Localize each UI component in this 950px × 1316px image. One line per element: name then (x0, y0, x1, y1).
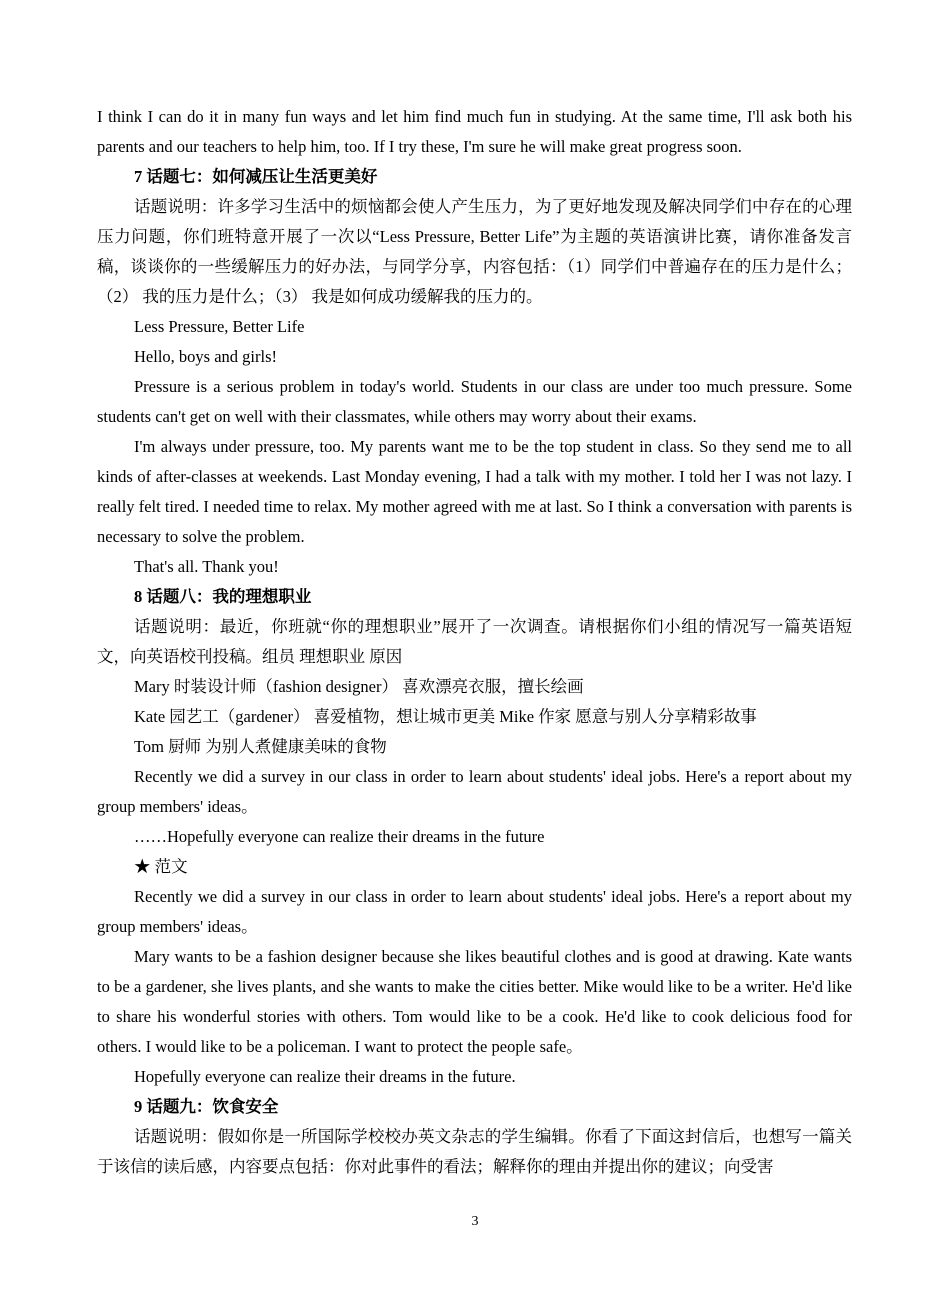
document-page (97, 102, 852, 1182)
topic-9-heading: 9 话题九：饮食安全 (134, 1097, 279, 1116)
page-number: 3 (471, 1214, 479, 1229)
topic-7-description: 话题说明：许多学习生活中的烦恼都会使人产生压力，为了更好地发现及解决同学们中存在的心理压力问题，你们班特意开展了一次以“Less Pressure, Better Life”为主题的英语演讲比赛，请你准备发言稿，谈谈你的一些缓解压力的好办法，与同学分享，内容包括：（1）同学们中普遍存在的压力是什么；（2） 我的压力是什么；（3） 我是如何成功缓解我的压力的。 (97, 197, 852, 306)
essay-ending-hint: ……Hopefully everyone can realize their dreams in the future (134, 827, 545, 846)
member-kate-mike: Kate 园艺工（gardener） 喜爱植物，想让城市更美 Mike 作家 愿意与别人分享精彩故事 (134, 707, 757, 726)
speech-title: Less Pressure, Better Life (134, 317, 305, 336)
topic-9-description: 话题说明：假如你是一所国际学校校办英文杂志的学生编辑。你看了下面这封信后，也想写一篇关于该信的读后感，内容要点包括：你对此事件的看法；解释你的理由并提出你的建议；向受害 (97, 1127, 852, 1176)
member-mary: Mary 时装设计师（fashion designer） 喜欢漂亮衣服，擅长绘画 (134, 677, 584, 696)
topic-8-heading: 8 话题八：我的理想职业 (134, 587, 312, 606)
topic-7-heading: 7 话题七：如何减压让生活更美好 (134, 167, 378, 186)
model-essay-paragraph-1: Recently we did a survey in our class in order to learn about students' ideal jobs. Here's a report about my group members' ideas。 (97, 887, 852, 936)
speech-paragraph-1: Pressure is a serious problem in today's world. Students in our class are under too much pressure. Some students can't get on well with their classmates, while others may worry about their exams. (97, 377, 852, 426)
speech-paragraph-2: I'm always under pressure, too. My parents want me to be the top student in class. So they send me to all kinds of after-classes at weekends. Last Monday evening, I had a talk with my mother. I told her I was not lazy. I really felt tired. I needed time to relax. My mother agreed with me at last. So I think a conversation with parents is necessary to solve the problem. (97, 437, 852, 546)
model-essay-paragraph-2: Mary wants to be a fashion designer because she likes beautiful clothes and is good at drawing. Kate wants to be a gardener, she lives plants, and she wants to make the cities better. Mike would like to be a writer. He'd like to share his wonderful stories with others. Tom would like to be a cook. He'd like to cook delicious food for others. I would like to be a policeman. I want to protect the people safe。 (97, 947, 852, 1056)
speech-closing: That's all. Thank you! (134, 557, 279, 576)
model-essay-label: ★ 范文 (134, 857, 188, 876)
essay-opening: Recently we did a survey in our class in order to learn about students' ideal jobs. Here's a report about my group members' ideas。 (97, 767, 852, 816)
speech-greeting: Hello, boys and girls! (134, 347, 277, 366)
model-essay-paragraph-3: Hopefully everyone can realize their dreams in the future. (134, 1067, 516, 1086)
member-tom: Tom 厨师 为别人煮健康美味的食物 (134, 737, 387, 756)
topic-8-description: 话题说明：最近，你班就“你的理想职业”展开了一次调查。请根据你们小组的情况写一篇英语短文，向英语校刊投稿。组员 理想职业 原因 (97, 617, 852, 666)
paragraph-continuation: I think I can do it in many fun ways and let him find much fun in studying. At the same time, I'll ask both his parents and our teachers to help him, too. If I try these, I'm sure he will make great progress soon. (97, 107, 852, 156)
